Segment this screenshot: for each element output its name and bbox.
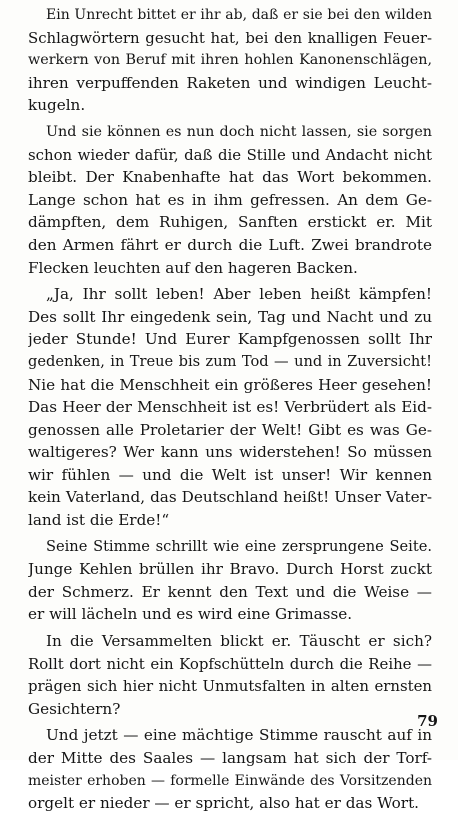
text-line: kugeln. <box>28 96 86 115</box>
body-text <box>28 4 432 819</box>
text-line: land ist die Erde!“ <box>28 511 170 530</box>
text-line: Und jetzt — eine mächtige Stimme rauscht auf in <box>46 726 432 745</box>
text-line: Gesichtern? <box>28 699 121 718</box>
text-line: orgelt er nieder — er spricht, also hat er das Wort. <box>28 794 420 813</box>
text-line: Lange schon hat es in ihm gefressen. An dem Ge- <box>28 190 432 209</box>
text-line: Rollt dort nicht ein Kopfschütteln durch die Reihe — <box>28 654 432 673</box>
text-line: „Ja, Ihr sollt leben! Aber leben heißt kämpfen! <box>46 285 432 304</box>
text-line: ihren verpuffenden Raketen und windigen Leucht- <box>28 73 432 92</box>
text-line: der Mitte des Saales — langsam hat sich der Torf- <box>28 749 432 767</box>
text-line: schon wieder dafür, daß die Stille und Andacht nicht <box>28 145 432 164</box>
text-line: der Schmerz. Er kennt den Text und die Weise — <box>28 582 432 601</box>
text-line: gedenken, in Treue bis zum Tod — und in Zuversicht! <box>28 352 432 370</box>
text-line: er will lächeln und es wird eine Grimasse. <box>28 605 353 624</box>
text-line: Nie hat die Menschheit ein größeres Heer gesehen! <box>28 375 432 394</box>
page-number: 79 <box>417 712 438 730</box>
text-line: bleibt. Der Knabenhafte hat das Wort bekommen. <box>28 168 432 187</box>
text-line: werkern von Beruf mit ihren hohlen Kanonenschlägen, <box>28 52 432 69</box>
text-line: wir fühlen — und die Welt ist unser! Wir kennen <box>28 465 432 484</box>
text-line: Ein Unrecht bittet er ihr ab, daß er sie bei den wilden <box>46 7 432 23</box>
text-line: In die Versammelten blickt er. Täuscht er sich? <box>46 632 432 651</box>
paragraph-6 <box>28 724 432 814</box>
text-line: Und sie können es nun doch nicht lassen, sie sorgen <box>46 123 432 140</box>
text-line: Junge Kehlen brüllen ihr Bravo. Durch Horst zuckt <box>28 560 432 579</box>
text-line: kein Vaterland, das Deutschland heißt! Unser Vater- <box>28 488 432 507</box>
paragraph-5 <box>28 630 432 720</box>
text-line: genossen alle Proletarier der Welt! Gibt es was Ge- <box>28 420 432 439</box>
text-line: Des sollt Ihr eingedenk sein, Tag und Nacht und zu <box>28 307 432 326</box>
text-line: jeder Stunde! Und Eurer Kampfgenossen sollt Ihr <box>28 330 432 349</box>
text-line: Flecken leuchten auf den hageren Backen. <box>28 258 358 277</box>
text-line: meister erhoben — formelle Einwände des Vorsitzenden <box>28 772 432 789</box>
text-line: Schlagwörtern gesucht hat, bei den knalligen Feuer- <box>28 28 432 47</box>
paragraph-3 <box>28 283 432 532</box>
text-line: dämpften, dem Ruhigen, Sanften erstickt er. Mit <box>28 213 432 232</box>
text-line: Seine Stimme schrillt wie eine zersprungene Seite. <box>46 537 432 555</box>
paragraph-4 <box>28 536 432 626</box>
paragraph-1 <box>28 4 432 117</box>
text-line: prägen sich hier nicht Unmutsfalten in alten ernsten <box>28 677 432 696</box>
text-line: waltigeres? Wer kann uns widerstehen! So müssen <box>28 443 432 462</box>
text-line: Das Heer der Menschheit ist es! Verbrüdert als Eid- <box>28 398 432 417</box>
paragraph-2 <box>28 121 432 279</box>
text-line: den Armen fährt er durch die Luft. Zwei brandrote <box>28 235 432 254</box>
